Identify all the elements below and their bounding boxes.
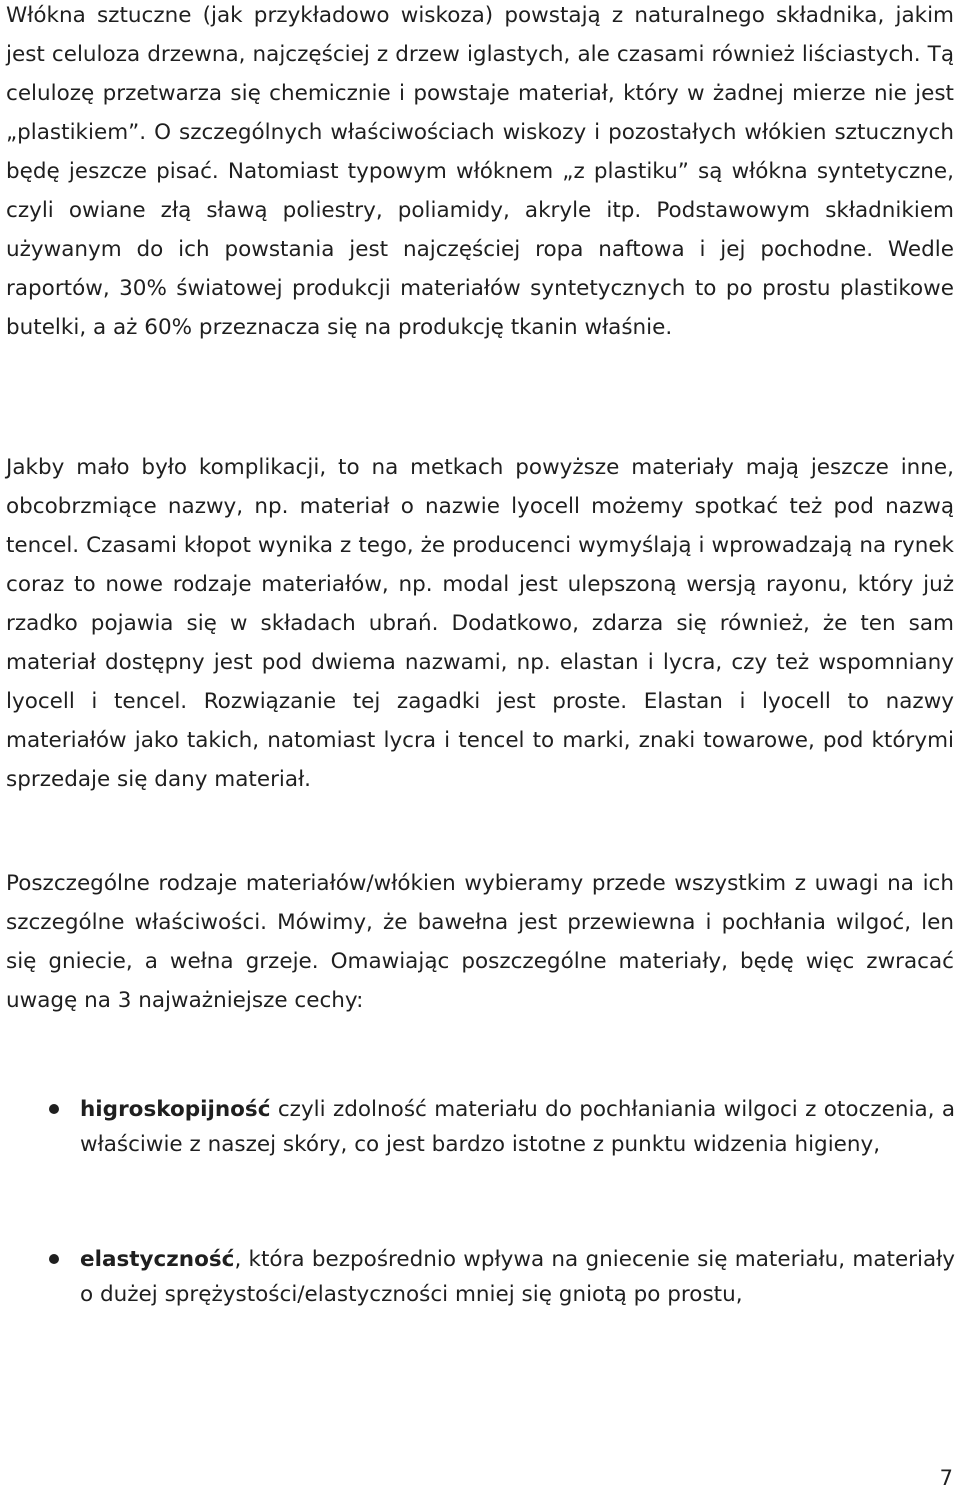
list-item xyxy=(80,1242,955,1312)
list-item-text: czyli zdolność materiału do pochłaniania wilgoci z otoczenia, a właściwie z naszej skóry, co jest bardzo istotne z punktu widzenia higieny, xyxy=(80,1097,955,1157)
paragraph-material-properties: Poszczególne rodzaje materiałów/włókien wybieramy przede wszystkim z uwagi na ich szczególne właściwości. Mówimy, że bawełna jest przewiewna i pochłania wilgoć, len się gniecie, a wełna grzeje. Omawiając poszczególne materiały, będę więc zwracać uwagę na 3 najważniejsze cechy: xyxy=(6,871,954,1013)
bullet-icon xyxy=(49,1254,59,1264)
bullet-icon xyxy=(49,1104,59,1114)
list-item-term: higroskopijność xyxy=(80,1097,271,1122)
paragraph-material-names: Jakby mało było komplikacji, to na metkach powyższe materiały mają jeszcze inne, obcobrzmiące nazwy, np. materiał o nazwie lyocell możemy spotkać też pod nazwą tencel. Czasami kłopot wynika z tego, że producenci wymyślają i wprowadzają na rynek coraz to nowe rodzaje materiałów, np. modal jest ulepszoną wersją rayonu, który już rzadko pojawia się w składach ubrań. Dodatkowo, zdarza się również, że ten sam materiał dostępny jest pod dwiema nazwami, np. elastan i lycra, czy też wspomniany lyocell i tencel. Rozwiązanie tej zagadki jest proste. Elastan i lyocell to nazwy materiałów jako takich, natomiast lycra i tencel to marki, znaki towarowe, pod którymi sprzedaje się dany materiał. xyxy=(6,455,954,792)
page-number: 7 xyxy=(939,1466,953,1490)
list-item xyxy=(80,1092,955,1162)
list-item-text: , która bezpośrednio wpływa na gniecenie się materiału, materiały o dużej sprężystości/elastyczności mniej się gniotą po prostu, xyxy=(80,1247,955,1307)
paragraph-artificial-fibers: Włókna sztuczne (jak przykładowo wiskoza) powstają z naturalnego składnika, jakim jest celuloza drzewna, najczęściej z drzew iglastych, ale czasami również liściastych. Tą celulozę przetwarza się chemicznie i powstaje materiał, który w żadnej mierze nie jest „plastikiem”. O szczególnych właściwościach wiskozy i pozostałych włókien sztucznych będę jeszcze pisać. Natomiast typowym włóknem „z plastiku” są włókna syntetyczne, czyli owiane złą sławą poliestry, poliamidy, akryle itp. Podstawowym składnikiem używanym do ich powstania jest najczęściej ropa naftowa i jej pochodne. Wedle raportów, 30% światowej produkcji materiałów syntetycznych to po prostu plastikowe butelki, a aż 60% przeznacza się na produkcję tkanin właśnie. xyxy=(6,3,954,340)
list-item-term: elastyczność xyxy=(80,1247,235,1272)
